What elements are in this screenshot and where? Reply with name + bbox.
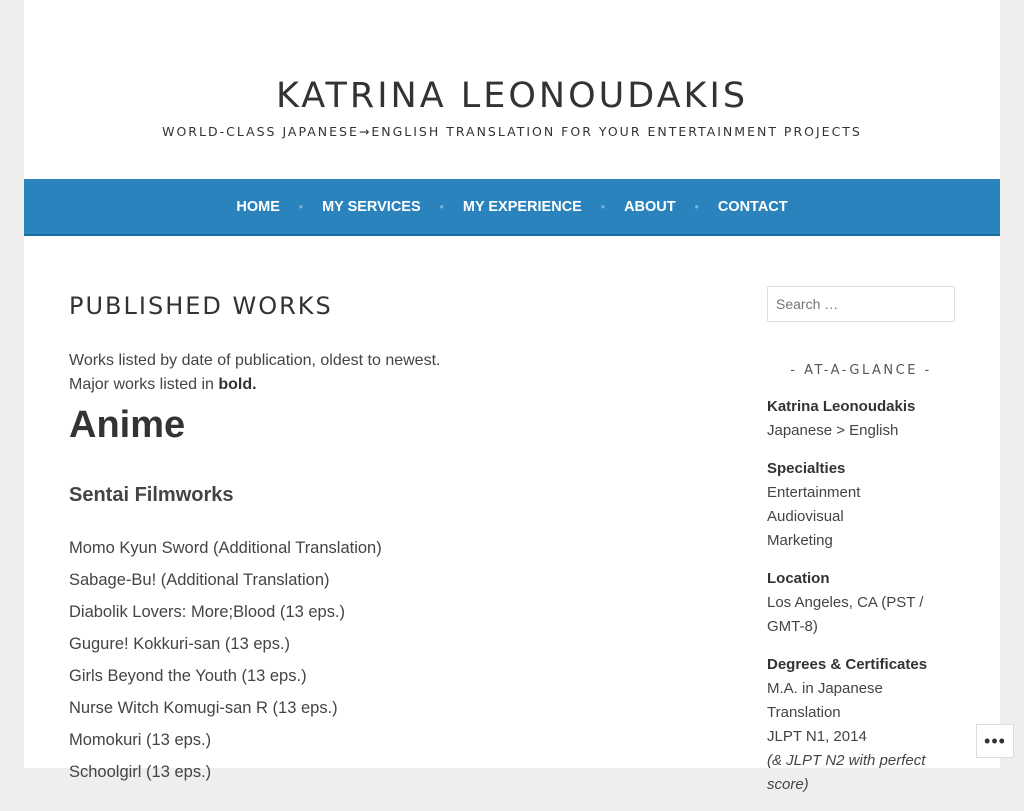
nav-separator: • bbox=[298, 199, 304, 214]
page bbox=[24, 0, 1000, 793]
search-input[interactable] bbox=[767, 286, 955, 322]
at-a-glance-widget bbox=[767, 395, 955, 797]
work-item: Schoolgirl (13 eps.) bbox=[69, 763, 212, 781]
glance-degree: M.A. in Japanese Translation bbox=[767, 680, 883, 721]
glance-jlpt: JLPT N1, 2014 bbox=[767, 728, 867, 745]
intro-line-2 bbox=[69, 373, 440, 397]
nav-item-home[interactable]: HOME bbox=[236, 198, 280, 215]
nav-item-about[interactable]: ABOUT bbox=[624, 198, 676, 215]
glance-specialty: Entertainment bbox=[767, 484, 861, 501]
glance-jlpt-note: (& JLPT N2 with perfect score) bbox=[767, 752, 926, 793]
intro-line-1: Works listed by date of publication, oldest to newest. bbox=[69, 352, 441, 369]
site-tagline: WORLD-CLASS JAPANESE→ENGLISH TRANSLATION FOR YOUR ENTERTAINMENT PROJECTS bbox=[162, 124, 862, 139]
main-nav bbox=[24, 179, 1000, 236]
work-item: Girls Beyond the Youth (13 eps.) bbox=[69, 667, 307, 685]
ellipsis-icon: ••• bbox=[984, 730, 1006, 751]
glance-specialties-label: Specialties bbox=[767, 460, 846, 477]
nav-item-my-experience[interactable]: MY EXPERIENCE bbox=[462, 198, 582, 215]
work-item: Diabolik Lovers: More;Blood (13 eps.) bbox=[69, 603, 346, 621]
glance-location-group bbox=[767, 567, 955, 639]
more-options-button[interactable] bbox=[976, 724, 1014, 758]
glance-specialty: Marketing bbox=[767, 532, 833, 549]
works-list bbox=[69, 536, 382, 792]
subheading-sentai-filmworks: Sentai Filmworks bbox=[69, 484, 234, 506]
glance-name: Katrina Leonoudakis bbox=[767, 398, 916, 415]
work-item: Sabage-Bu! (Additional Translation) bbox=[69, 571, 330, 589]
glance-specialties-group bbox=[767, 457, 955, 553]
site-header bbox=[24, 0, 1000, 179]
work-item: Momokuri (13 eps.) bbox=[69, 731, 212, 749]
work-item: Momo Kyun Sword (Additional Translation) bbox=[69, 539, 382, 557]
intro-line-2-bold: bold. bbox=[218, 376, 257, 393]
nav-item-contact[interactable]: CONTACT bbox=[717, 198, 788, 215]
glance-name-group bbox=[767, 395, 955, 443]
glance-degrees-label: Degrees & Certificates bbox=[767, 656, 928, 673]
nav-item-my-services[interactable]: MY SERVICES bbox=[322, 198, 421, 215]
work-item: Gugure! Kokkuri-san (13 eps.) bbox=[69, 635, 291, 653]
glance-language-pair: Japanese > English bbox=[767, 422, 899, 439]
nav-separator: • bbox=[439, 199, 444, 214]
page-title: PUBLISHED WORKS bbox=[69, 292, 333, 320]
nav-separator: • bbox=[694, 199, 699, 214]
intro-text bbox=[69, 349, 440, 397]
glance-location-label: Location bbox=[767, 570, 830, 587]
site-title[interactable]: KATRINA LEONOUDAKIS bbox=[275, 76, 749, 116]
sidebar bbox=[767, 286, 955, 811]
intro-line-2-prefix: Major works listed in bbox=[69, 376, 219, 393]
nav-separator: • bbox=[600, 199, 606, 214]
work-item: Nurse Witch Komugi-san R (13 eps.) bbox=[69, 699, 338, 717]
glance-specialty: Audiovisual bbox=[767, 508, 844, 525]
widget-title-at-a-glance: - AT-A-GLANCE - bbox=[790, 363, 932, 378]
glance-location: Los Angeles, CA (PST / GMT-8) bbox=[767, 594, 924, 635]
section-heading-anime: Anime bbox=[69, 404, 186, 446]
glance-degrees-group bbox=[767, 653, 955, 797]
